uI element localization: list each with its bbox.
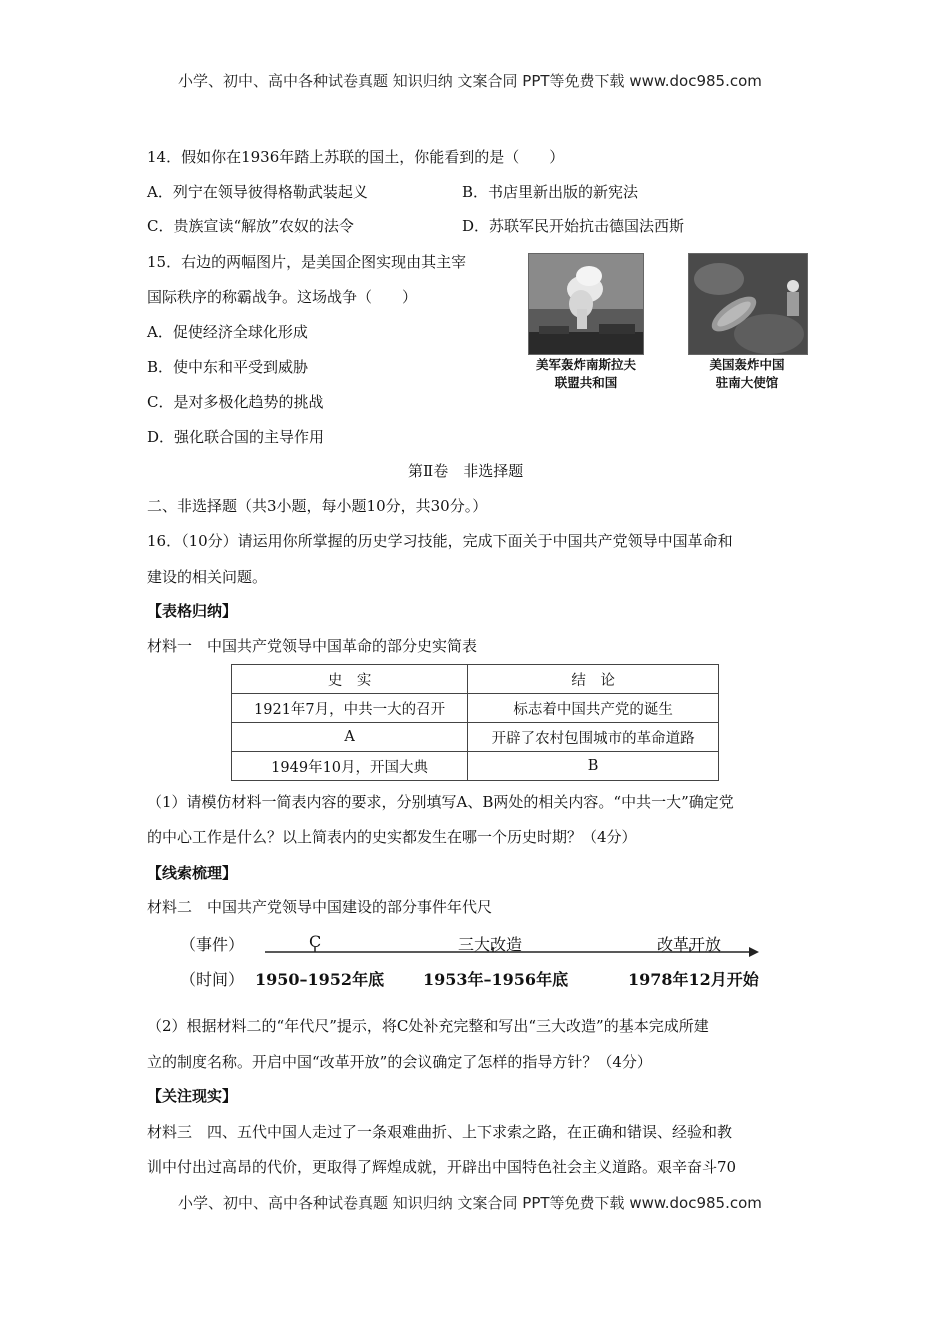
table-cell: B bbox=[468, 752, 719, 781]
caption-1-line2: 联盟共和国 bbox=[554, 375, 618, 390]
caption-2-line2: 驻南大使馆 bbox=[715, 375, 779, 390]
material-3-line2: 训中付出过高昂的代价，更取得了辉煌成就，开辟出中国特色社会主义道路。艰辛奋斗70 bbox=[147, 1158, 737, 1176]
q15-stem-line1: 15．右边的两幅图片，是美国企图实现由其主宰 bbox=[147, 253, 467, 271]
section-focus-reality: 【关注现实】 bbox=[147, 1087, 238, 1105]
section-table-summary: 【表格归纳】 bbox=[147, 602, 238, 620]
q14-stem: 14．假如你在1936年踏上苏联的国土，你能看到的是（ ） bbox=[147, 148, 565, 166]
q15-stem-line2: 国际秩序的称霸战争。这场战争（ ） bbox=[147, 288, 418, 306]
section-clue-sorting: 【线索梳理】 bbox=[147, 864, 238, 882]
table-cell: 开辟了农村包围城市的革命道路 bbox=[468, 723, 719, 752]
q15-option-d: D．强化联合国的主导作用 bbox=[147, 428, 325, 446]
caption-2 bbox=[678, 356, 816, 392]
timeline-time-label: （时间） bbox=[180, 970, 245, 989]
q16-stem-line2: 建设的相关问题。 bbox=[147, 568, 268, 586]
table-cell: 1921年7月，中共一大的召开 bbox=[232, 694, 468, 723]
header-banner: 小学、初中、高中各种试卷真题 知识归纳 文案合同 PPT等免费下载 www.doc985.com bbox=[178, 72, 762, 90]
material-2-title: 材料二 中国共产党领导中国建设的部分事件年代尺 bbox=[147, 898, 493, 916]
bombing-yugoslavia-photo bbox=[528, 253, 644, 355]
table-row bbox=[232, 752, 719, 781]
caption-1-line1: 美军轰炸南斯拉夫 bbox=[535, 357, 636, 372]
q14-option-d: D．苏联军民开始抗击德国法西斯 bbox=[462, 217, 685, 235]
embassy-bombing-photo bbox=[688, 253, 808, 355]
timeline-event-reform-opening: 改革开放 bbox=[657, 935, 722, 954]
footer-banner: 小学、初中、高中各种试卷真题 知识归纳 文案合同 PPT等免费下载 www.doc985.com bbox=[178, 1194, 762, 1212]
table-cell: 1949年10月，开国大典 bbox=[232, 752, 468, 781]
sub-question-1-line2: 的中心工作是什么？以上简表内的史实都发生在哪一个历史时期？（4分） bbox=[147, 828, 637, 846]
timeline-event-three-reforms: 三大改造 bbox=[458, 935, 523, 954]
timeline-time-1: 1950–1952年底 bbox=[255, 970, 385, 989]
caption-2-line1: 美国轰炸中国 bbox=[709, 357, 785, 372]
table-cell: A bbox=[232, 723, 468, 752]
timeline-time-3: 1978年12月开始 bbox=[628, 970, 759, 989]
q14-option-a: A．列宁在领导彼得格勒武装起义 bbox=[147, 183, 368, 201]
q15-option-a: A．促使经济全球化形成 bbox=[147, 323, 308, 341]
table-row bbox=[232, 723, 719, 752]
part2-intro: 二、非选择题（共3小题，每小题10分，共30分。） bbox=[147, 497, 488, 515]
table-header-row bbox=[232, 665, 719, 694]
q14-option-b: B．书店里新出版的新宪法 bbox=[462, 183, 639, 201]
material-1-title: 材料一 中国共产党领导中国革命的部分史实简表 bbox=[147, 637, 478, 655]
sub-question-2-line2: 立的制度名称。开启中国“改革开放”的会议确定了怎样的指导方针？（4分） bbox=[147, 1053, 652, 1071]
sub-question-1-line1: （1）请模仿材料一简表内容的要求，分别填写A、B两处的相关内容。“中共一大”确定党 bbox=[147, 793, 734, 811]
table-cell: 标志着中国共产党的诞生 bbox=[468, 694, 719, 723]
table-row bbox=[232, 694, 719, 723]
q16-stem-line1: 16．（10分）请运用你所掌握的历史学习技能，完成下面关于中国共产党领导中国革命和 bbox=[147, 532, 733, 550]
timeline-event-c: C bbox=[309, 932, 322, 951]
history-facts-table bbox=[231, 664, 719, 781]
caption-1 bbox=[516, 356, 656, 392]
q14-option-c: C．贵族宣读“解放”农奴的法令 bbox=[147, 217, 354, 235]
part2-title: 第Ⅱ卷 非选择题 bbox=[408, 462, 524, 480]
table-header: 史 实 bbox=[232, 665, 468, 694]
sub-question-2-line1: （2）根据材料二的“年代尺”提示，将C处补充完整和写出“三大改造”的基本完成所建 bbox=[147, 1017, 709, 1035]
q15-option-b: B．使中东和平受到威胁 bbox=[147, 358, 309, 376]
timeline-event-label: （事件） bbox=[180, 935, 245, 954]
table-header: 结 论 bbox=[468, 665, 719, 694]
q15-option-c: C．是对多极化趋势的挑战 bbox=[147, 393, 324, 411]
timeline-time-2: 1953年–1956年底 bbox=[423, 970, 569, 989]
material-3-line1: 材料三 四、五代中国人走过了一条艰难曲折、上下求索之路，在正确和错误、经验和教 bbox=[147, 1123, 733, 1141]
